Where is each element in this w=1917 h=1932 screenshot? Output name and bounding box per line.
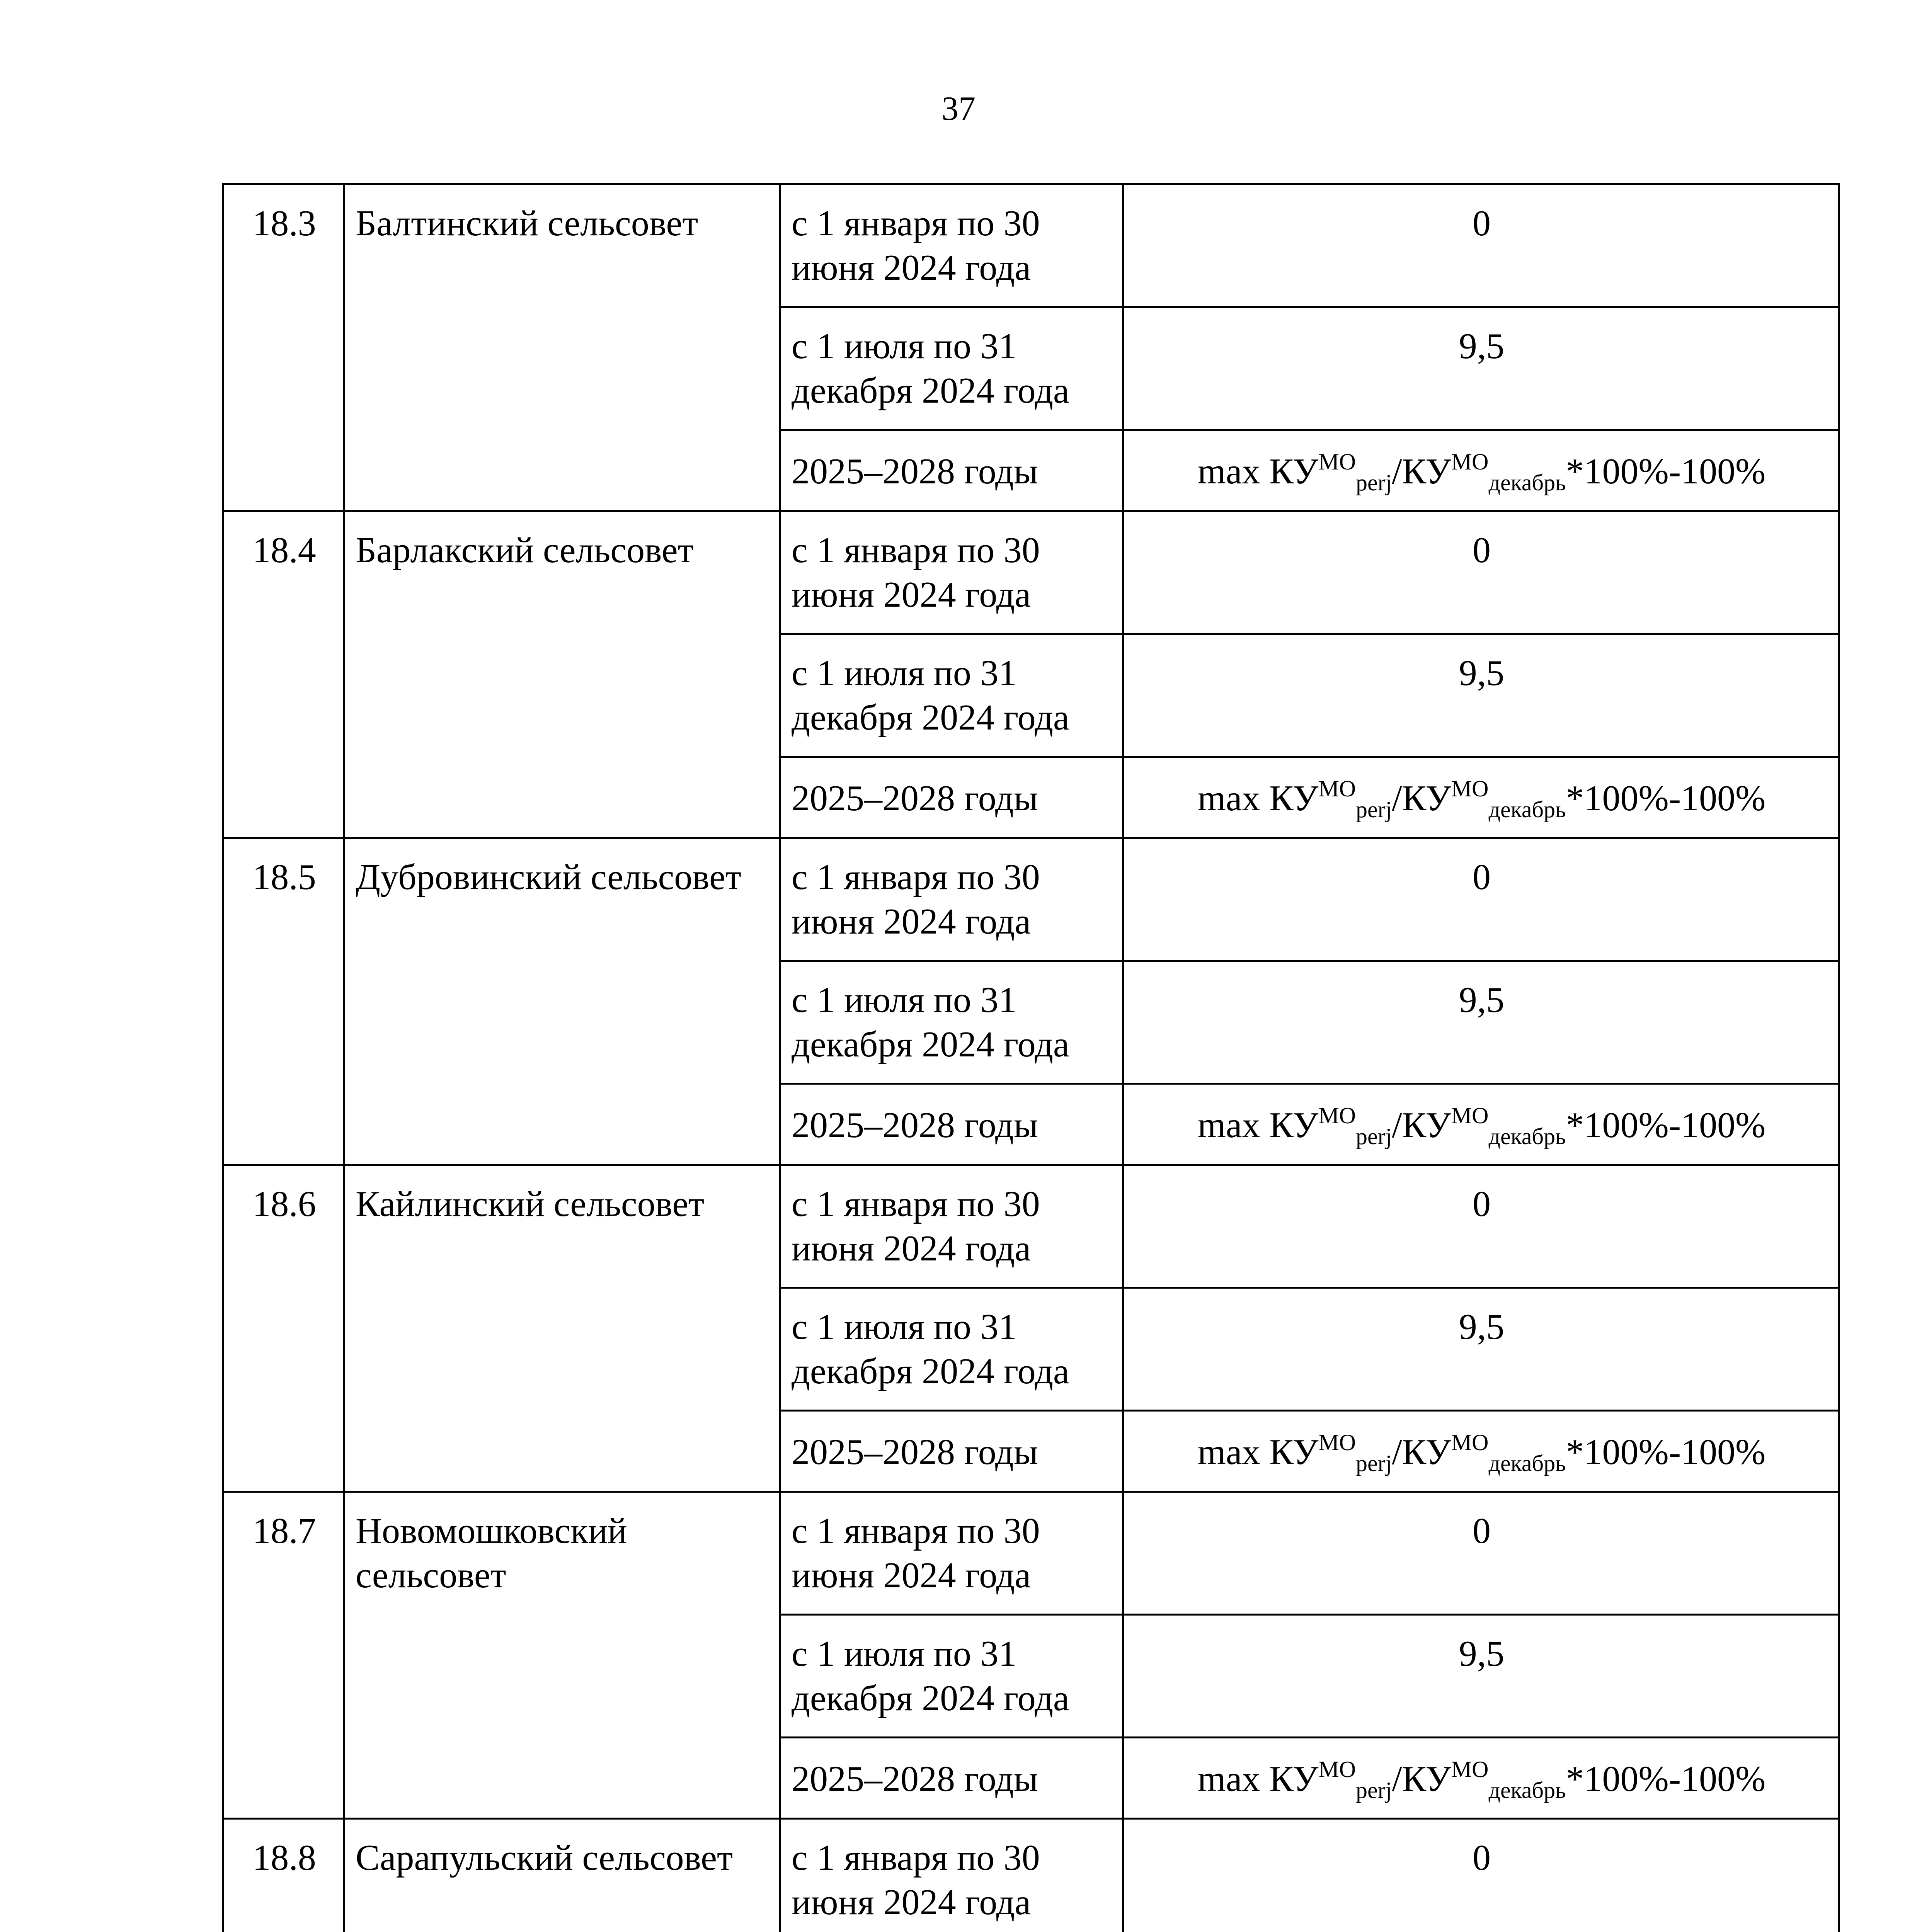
period-cell: с 1 января по 30 июня 2024 года <box>780 1819 1123 1932</box>
formula-sub: рerj <box>1356 470 1392 495</box>
table-body <box>223 184 1839 1932</box>
formula-sub: рerj <box>1356 1451 1392 1476</box>
formula-cell <box>1123 1084 1839 1165</box>
formula-suffix: *100%-100% <box>1566 451 1766 492</box>
period-cell: с 1 января по 30 июня 2024 года <box>780 838 1123 961</box>
formula-suffix: *100%-100% <box>1566 1105 1766 1145</box>
row-number: 18.7 <box>223 1492 344 1819</box>
table-row <box>223 184 1839 307</box>
formula-sup: МО <box>1318 1103 1356 1128</box>
row-number: 18.6 <box>223 1165 344 1492</box>
period-cell: с 1 июля по 31 декабря 2024 года <box>780 1615 1123 1738</box>
period-cell: 2025–2028 годы <box>780 430 1123 511</box>
value-cell: 0 <box>1123 184 1839 307</box>
formula-suffix: *100%-100% <box>1566 1759 1766 1799</box>
formula-sup: МО <box>1451 776 1489 801</box>
value-cell: 9,5 <box>1123 307 1839 430</box>
period-cell: с 1 июля по 31 декабря 2024 года <box>780 634 1123 757</box>
value-cell: 0 <box>1123 838 1839 961</box>
period-cell: 2025–2028 годы <box>780 1411 1123 1492</box>
formula-cell <box>1123 430 1839 511</box>
formula-divider: /КУ <box>1392 451 1451 492</box>
formula-prefix: max КУ <box>1197 1759 1319 1799</box>
formula-sub: рerj <box>1356 1777 1392 1803</box>
municipality-name: Балтинский сельсовет <box>344 184 780 511</box>
formula-sub: рerj <box>1356 1124 1392 1149</box>
municipality-name: Дубровинский сельсовет <box>344 838 780 1165</box>
formula-divider: /КУ <box>1392 1759 1451 1799</box>
formula-divider: /КУ <box>1392 778 1451 818</box>
table-row <box>223 1165 1839 1288</box>
period-cell: с 1 января по 30 июня 2024 года <box>780 184 1123 307</box>
value-cell: 9,5 <box>1123 961 1839 1084</box>
period-cell: с 1 июля по 31 декабря 2024 года <box>780 1288 1123 1411</box>
formula-prefix: max КУ <box>1197 1432 1319 1472</box>
formula-prefix: max КУ <box>1197 1105 1319 1145</box>
tariff-table <box>222 183 1840 1932</box>
page-number: 37 <box>941 90 976 128</box>
formula-sub: декабрь <box>1488 1124 1566 1149</box>
value-cell: 0 <box>1123 1492 1839 1615</box>
index-formula <box>1197 449 1766 495</box>
formula-divider: /КУ <box>1392 1105 1451 1145</box>
formula-prefix: max КУ <box>1197 778 1319 818</box>
table-row <box>223 1819 1839 1932</box>
formula-sub: декабрь <box>1488 797 1566 822</box>
period-cell: с 1 января по 30 июня 2024 года <box>780 511 1123 634</box>
value-cell: 9,5 <box>1123 1288 1839 1411</box>
formula-sup: МО <box>1318 1757 1356 1782</box>
index-formula <box>1197 776 1766 822</box>
municipality-name: Барлакский сельсовет <box>344 511 780 838</box>
formula-sup: МО <box>1451 449 1489 474</box>
table-row <box>223 838 1839 961</box>
value-cell: 9,5 <box>1123 634 1839 757</box>
value-cell: 9,5 <box>1123 1615 1839 1738</box>
formula-suffix: *100%-100% <box>1566 778 1766 818</box>
formula-cell <box>1123 1738 1839 1819</box>
formula-cell <box>1123 757 1839 838</box>
table-row <box>223 1492 1839 1615</box>
formula-sup: МО <box>1451 1757 1489 1782</box>
row-number: 18.5 <box>223 838 344 1165</box>
period-cell: с 1 июля по 31 декабря 2024 года <box>780 961 1123 1084</box>
formula-sup: МО <box>1318 1430 1356 1455</box>
value-cell: 0 <box>1123 1165 1839 1288</box>
period-cell: 2025–2028 годы <box>780 757 1123 838</box>
formula-suffix: *100%-100% <box>1566 1432 1766 1472</box>
formula-sup: МО <box>1318 776 1356 801</box>
period-cell: 2025–2028 годы <box>780 1738 1123 1819</box>
value-cell: 0 <box>1123 511 1839 634</box>
period-cell: с 1 июля по 31 декабря 2024 года <box>780 307 1123 430</box>
formula-sub: рerj <box>1356 797 1392 822</box>
index-formula <box>1197 1430 1766 1476</box>
period-cell: с 1 января по 30 июня 2024 года <box>780 1492 1123 1615</box>
row-number: 18.3 <box>223 184 344 511</box>
table-row <box>223 511 1839 634</box>
index-formula <box>1197 1757 1766 1803</box>
formula-prefix: max КУ <box>1197 451 1319 492</box>
value-cell: 0 <box>1123 1819 1839 1932</box>
row-number: 18.8 <box>223 1819 344 1932</box>
row-number: 18.4 <box>223 511 344 838</box>
formula-sub: декабрь <box>1488 1777 1566 1803</box>
formula-sup: МО <box>1451 1430 1489 1455</box>
municipality-name: Кайлинский сельсовет <box>344 1165 780 1492</box>
formula-sup: МО <box>1451 1103 1489 1128</box>
formula-divider: /КУ <box>1392 1432 1451 1472</box>
formula-cell <box>1123 1411 1839 1492</box>
municipality-name: Сарапульский сельсовет <box>344 1819 780 1932</box>
formula-sub: декабрь <box>1488 470 1566 495</box>
municipality-name: Новомошковский сельсовет <box>344 1492 780 1819</box>
formula-sub: декабрь <box>1488 1451 1566 1476</box>
period-cell: с 1 января по 30 июня 2024 года <box>780 1165 1123 1288</box>
index-formula <box>1197 1103 1766 1149</box>
period-cell: 2025–2028 годы <box>780 1084 1123 1165</box>
formula-sup: МО <box>1318 449 1356 474</box>
